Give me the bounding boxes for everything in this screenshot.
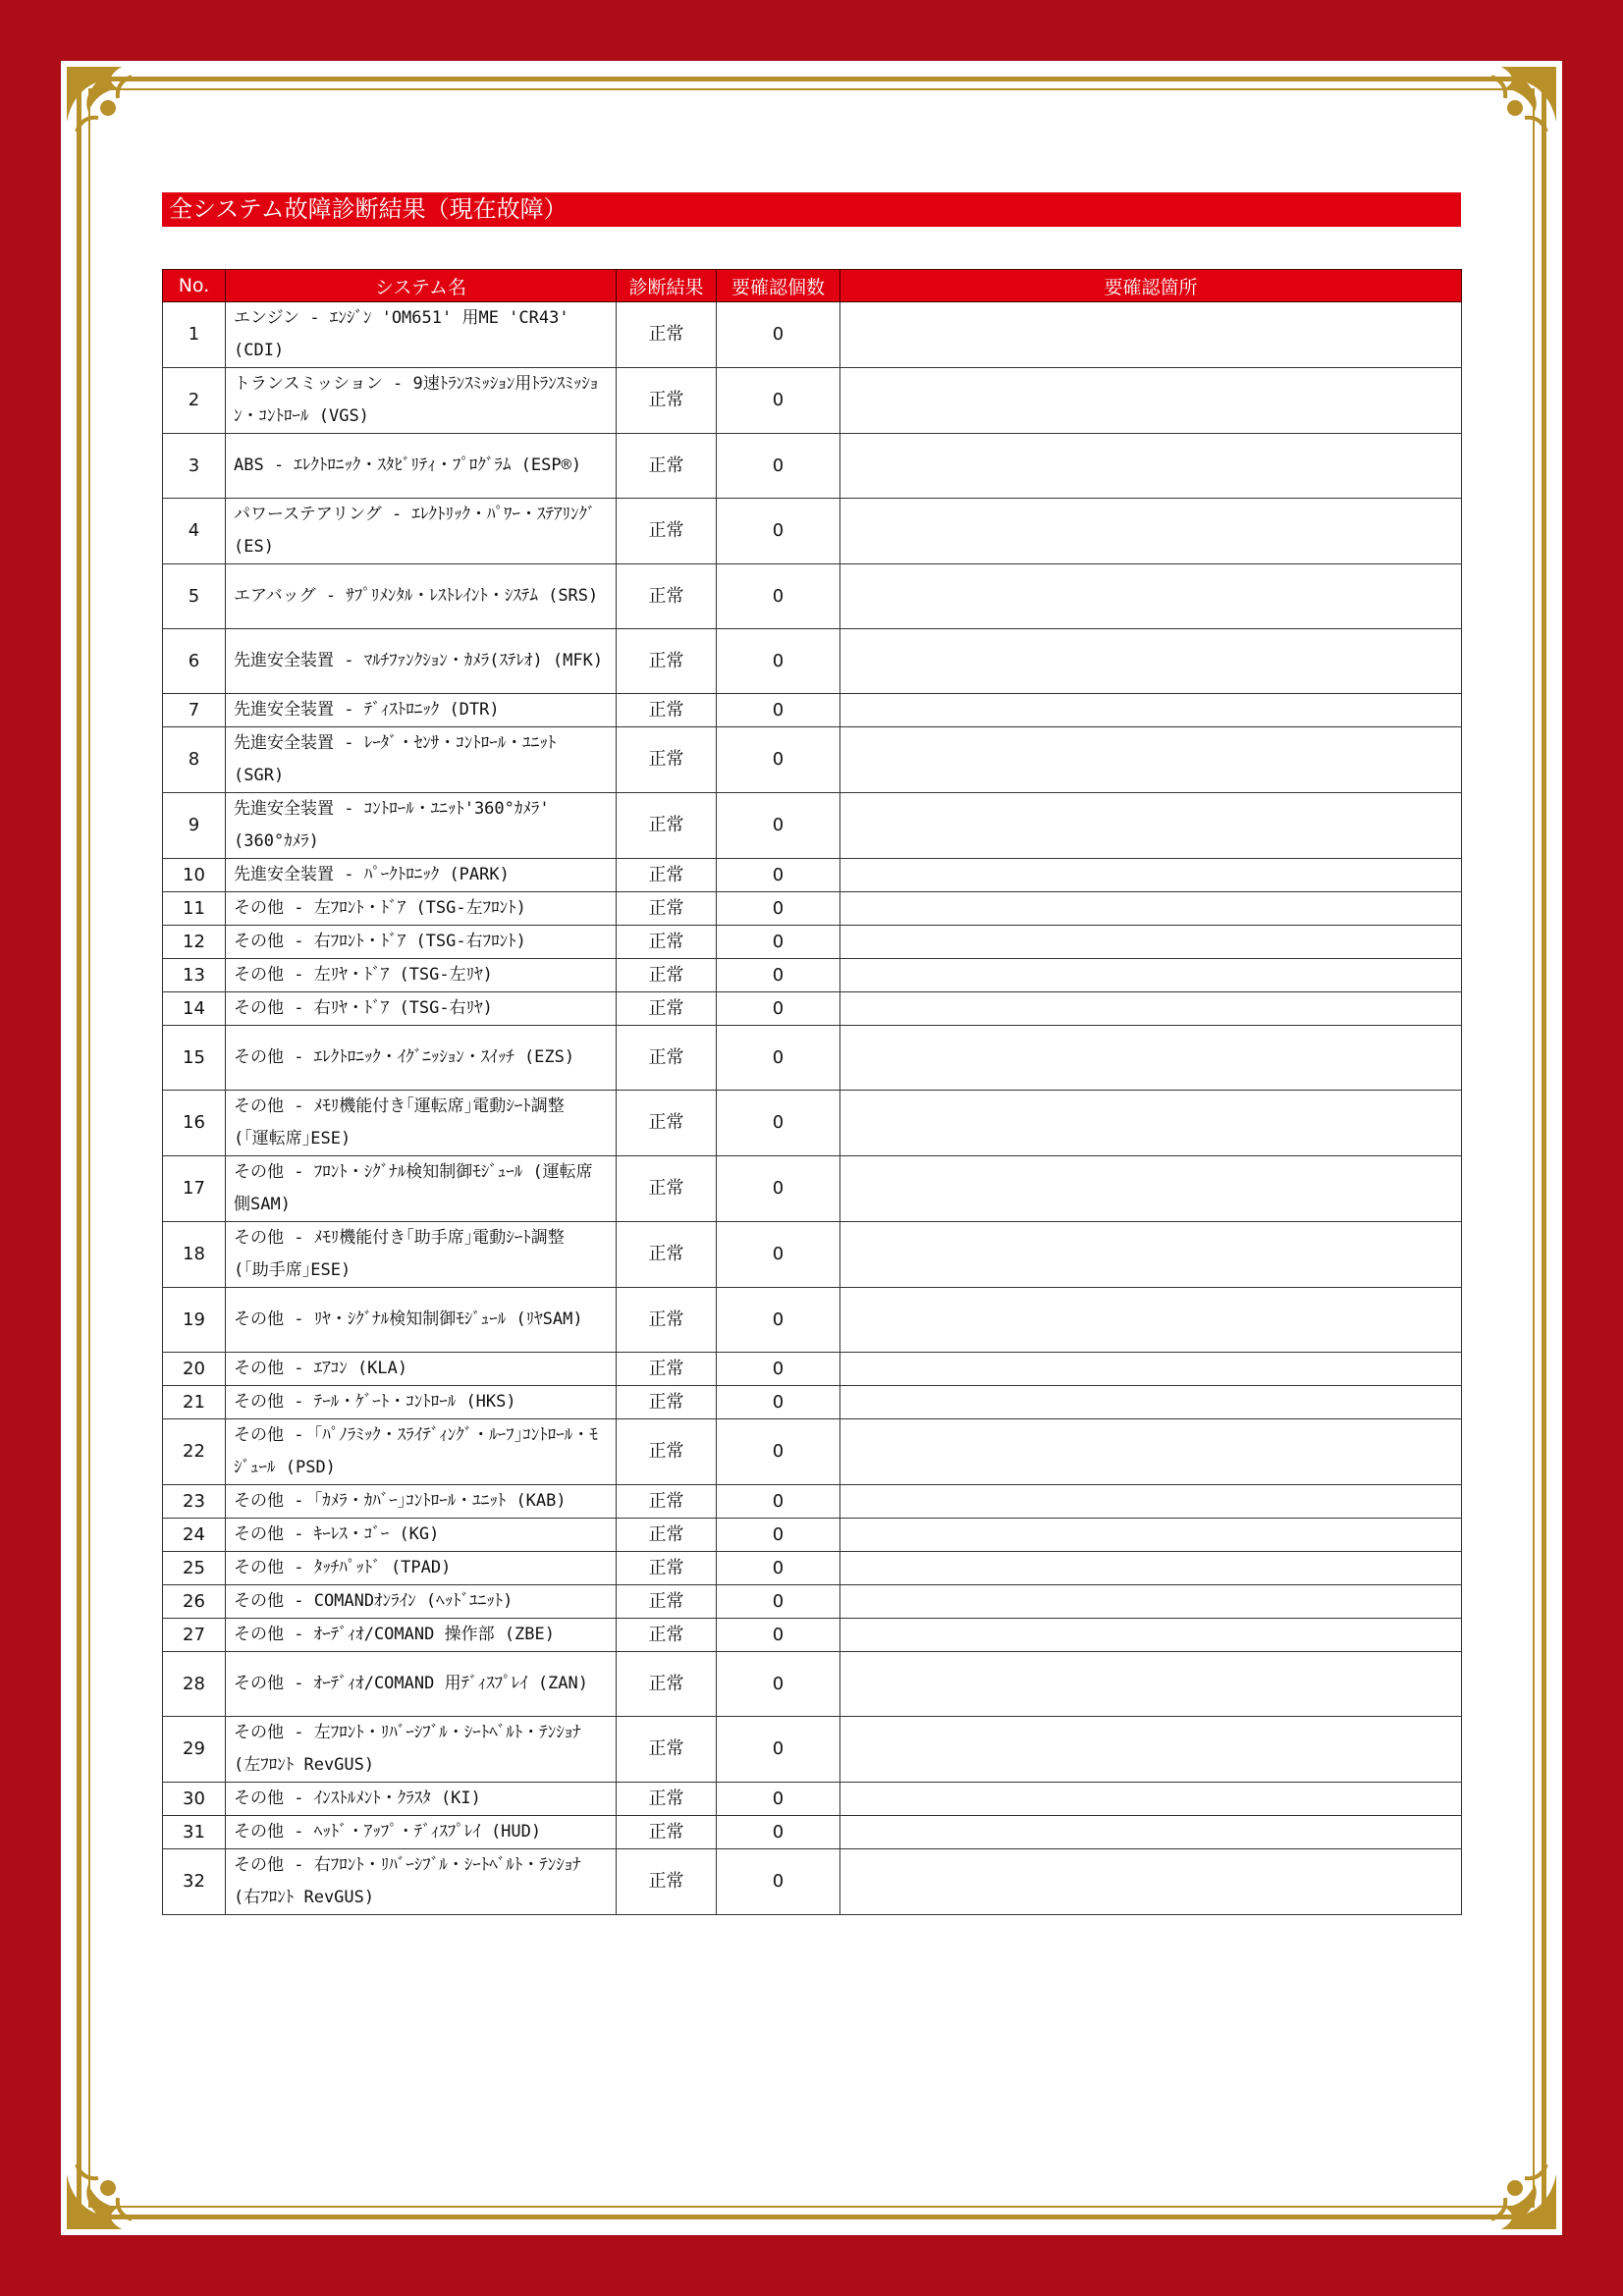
system-name: その他 - 右ﾌﾛﾝﾄ・ﾘﾊﾞｰｼﾌﾞﾙ・ｼｰﾄﾍﾞﾙﾄ・ﾃﾝｼｮﾅ (右ﾌﾛﾝﾄ RevGUS) xyxy=(226,1849,617,1915)
table-row xyxy=(163,434,1462,499)
check-count: 0 xyxy=(717,1783,840,1816)
check-location xyxy=(840,434,1462,499)
diagnosis-result: 正常 xyxy=(617,368,717,434)
table-row xyxy=(163,1288,1462,1353)
row-number: 21 xyxy=(163,1386,226,1419)
check-location xyxy=(840,1717,1462,1783)
table-row xyxy=(163,1485,1462,1519)
check-count: 0 xyxy=(717,1849,840,1915)
check-count: 0 xyxy=(717,1156,840,1222)
check-location xyxy=(840,892,1462,926)
check-location xyxy=(840,564,1462,629)
check-count: 0 xyxy=(717,1091,840,1156)
row-number: 27 xyxy=(163,1619,226,1652)
system-name: 先進安全装置 - ﾊﾟｰｸﾄﾛﾆｯｸ (PARK) xyxy=(226,859,617,892)
table-row xyxy=(163,1585,1462,1619)
row-number: 20 xyxy=(163,1353,226,1386)
table-row xyxy=(163,1353,1462,1386)
system-name: その他 - ｵｰﾃﾞｨｵ/COMAND 用ﾃﾞｨｽﾌﾟﾚｲ (ZAN) xyxy=(226,1652,617,1717)
diagnosis-result: 正常 xyxy=(617,1585,717,1619)
diagnosis-result: 正常 xyxy=(617,1619,717,1652)
check-location xyxy=(840,1485,1462,1519)
diagnosis-result: 正常 xyxy=(617,892,717,926)
check-location xyxy=(840,1783,1462,1816)
diagnosis-result: 正常 xyxy=(617,1816,717,1849)
check-count: 0 xyxy=(717,1619,840,1652)
check-location xyxy=(840,727,1462,793)
check-count: 0 xyxy=(717,926,840,959)
check-count: 0 xyxy=(717,892,840,926)
row-number: 1 xyxy=(163,302,226,368)
diagnosis-result: 正常 xyxy=(617,992,717,1026)
table-row xyxy=(163,859,1462,892)
diagnosis-result: 正常 xyxy=(617,793,717,859)
row-number: 24 xyxy=(163,1519,226,1552)
diagnosis-result: 正常 xyxy=(617,1091,717,1156)
row-number: 25 xyxy=(163,1552,226,1585)
row-number: 29 xyxy=(163,1717,226,1783)
header-no: No. xyxy=(163,270,226,302)
check-location xyxy=(840,499,1462,564)
header-count: 要確認個数 xyxy=(717,270,840,302)
table-row xyxy=(163,1816,1462,1849)
system-name: 先進安全装置 - ﾏﾙﾁﾌｧﾝｸｼｮﾝ・ｶﾒﾗ(ｽﾃﾚｵ) (MFK) xyxy=(226,629,617,694)
table-row xyxy=(163,1026,1462,1091)
system-name: 先進安全装置 - ｺﾝﾄﾛｰﾙ・ﾕﾆｯﾄ'360°ｶﾒﾗ' (360°ｶﾒﾗ) xyxy=(226,793,617,859)
table-row xyxy=(163,1386,1462,1419)
check-count: 0 xyxy=(717,1026,840,1091)
diagnosis-result: 正常 xyxy=(617,434,717,499)
check-location xyxy=(840,302,1462,368)
table-row xyxy=(163,1619,1462,1652)
system-name: その他 - ｵｰﾃﾞｨｵ/COMAND 操作部 (ZBE) xyxy=(226,1619,617,1652)
system-name: その他 - ﾒﾓﾘ機能付き｢助手席｣電動ｼｰﾄ調整 (｢助手席｣ESE) xyxy=(226,1222,617,1288)
diagnosis-result: 正常 xyxy=(617,1485,717,1519)
system-name: その他 - 左ﾌﾛﾝﾄ・ﾘﾊﾞｰｼﾌﾞﾙ・ｼｰﾄﾍﾞﾙﾄ・ﾃﾝｼｮﾅ (左ﾌﾛﾝﾄ RevGUS) xyxy=(226,1717,617,1783)
row-number: 23 xyxy=(163,1485,226,1519)
row-number: 2 xyxy=(163,368,226,434)
table-header-row xyxy=(163,270,1462,302)
row-number: 22 xyxy=(163,1419,226,1485)
system-name: 先進安全装置 - ﾚｰﾀﾞ・ｾﾝｻ・ｺﾝﾄﾛｰﾙ・ﾕﾆｯﾄ (SGR) xyxy=(226,727,617,793)
diagnosis-result: 正常 xyxy=(617,1353,717,1386)
diagnosis-result: 正常 xyxy=(617,629,717,694)
check-location xyxy=(840,859,1462,892)
row-number: 10 xyxy=(163,859,226,892)
check-count: 0 xyxy=(717,1816,840,1849)
system-name: エアバッグ - ｻﾌﾟﾘﾒﾝﾀﾙ・ﾚｽﾄﾚｲﾝﾄ・ｼｽﾃﾑ (SRS) xyxy=(226,564,617,629)
check-location xyxy=(840,1386,1462,1419)
diagnosis-table xyxy=(162,269,1462,1915)
check-count: 0 xyxy=(717,1552,840,1585)
table-row xyxy=(163,368,1462,434)
table-row xyxy=(163,1552,1462,1585)
diagnosis-result: 正常 xyxy=(617,926,717,959)
row-number: 16 xyxy=(163,1091,226,1156)
table-row xyxy=(163,793,1462,859)
row-number: 32 xyxy=(163,1849,226,1915)
table-row xyxy=(163,564,1462,629)
table-row xyxy=(163,727,1462,793)
row-number: 5 xyxy=(163,564,226,629)
table-row xyxy=(163,992,1462,1026)
check-count: 0 xyxy=(717,434,840,499)
check-count: 0 xyxy=(717,1519,840,1552)
row-number: 12 xyxy=(163,926,226,959)
row-number: 4 xyxy=(163,499,226,564)
check-location xyxy=(840,1156,1462,1222)
diagnosis-result: 正常 xyxy=(617,1222,717,1288)
diagnosis-result: 正常 xyxy=(617,727,717,793)
system-name: その他 - ﾌﾛﾝﾄ・ｼｸﾞﾅﾙ検知制御ﾓｼﾞｭｰﾙ (運転席側SAM) xyxy=(226,1156,617,1222)
corner-ornament-icon xyxy=(63,2139,157,2233)
check-count: 0 xyxy=(717,727,840,793)
system-name: その他 - 左ﾘﾔ・ﾄﾞｱ (TSG-左ﾘﾔ) xyxy=(226,959,617,992)
check-count: 0 xyxy=(717,368,840,434)
check-count: 0 xyxy=(717,959,840,992)
header-system-name: システム名 xyxy=(226,270,617,302)
check-count: 0 xyxy=(717,1419,840,1485)
table-row xyxy=(163,1091,1462,1156)
system-name: その他 - ﾘﾔ・ｼｸﾞﾅﾙ検知制御ﾓｼﾞｭｰﾙ (ﾘﾔSAM) xyxy=(226,1288,617,1353)
diagnosis-result: 正常 xyxy=(617,694,717,727)
check-count: 0 xyxy=(717,1386,840,1419)
system-name: その他 - COMANDｵﾝﾗｲﾝ (ﾍｯﾄﾞﾕﾆｯﾄ) xyxy=(226,1585,617,1619)
system-name: その他 - ｲﾝｽﾄﾙﾒﾝﾄ・ｸﾗｽﾀ (KI) xyxy=(226,1783,617,1816)
system-name: その他 - ｴﾚｸﾄﾛﾆｯｸ・ｲｸﾞﾆｯｼｮﾝ・ｽｲｯﾁ (EZS) xyxy=(226,1026,617,1091)
row-number: 14 xyxy=(163,992,226,1026)
check-location xyxy=(840,992,1462,1026)
diagnosis-result: 正常 xyxy=(617,1652,717,1717)
check-count: 0 xyxy=(717,694,840,727)
table-row xyxy=(163,1783,1462,1816)
diagnosis-result: 正常 xyxy=(617,1419,717,1485)
row-number: 15 xyxy=(163,1026,226,1091)
check-location xyxy=(840,1519,1462,1552)
check-count: 0 xyxy=(717,629,840,694)
system-name: その他 - ﾍｯﾄﾞ・ｱｯﾌﾟ・ﾃﾞｨｽﾌﾟﾚｲ (HUD) xyxy=(226,1816,617,1849)
system-name: エンジン - ｴﾝｼﾞﾝ 'OM651' 用ME 'CR43' (CDI) xyxy=(226,302,617,368)
check-count: 0 xyxy=(717,793,840,859)
check-location xyxy=(840,1585,1462,1619)
check-count: 0 xyxy=(717,1585,840,1619)
system-name: その他 - ﾃｰﾙ・ｹﾞｰﾄ・ｺﾝﾄﾛｰﾙ (HKS) xyxy=(226,1386,617,1419)
system-name: その他 - ｴｱｺﾝ (KLA) xyxy=(226,1353,617,1386)
header-result: 診断結果 xyxy=(617,270,717,302)
check-location xyxy=(840,1288,1462,1353)
table-row xyxy=(163,926,1462,959)
check-location xyxy=(840,1816,1462,1849)
check-count: 0 xyxy=(717,1652,840,1717)
diagnosis-result: 正常 xyxy=(617,1519,717,1552)
check-location xyxy=(840,1091,1462,1156)
system-name: パワーステアリング - ｴﾚｸﾄﾘｯｸ・ﾊﾟﾜｰ・ｽﾃｱﾘﾝｸﾞ (ES) xyxy=(226,499,617,564)
row-number: 28 xyxy=(163,1652,226,1717)
check-location xyxy=(840,1026,1462,1091)
diagnosis-result: 正常 xyxy=(617,1783,717,1816)
check-location xyxy=(840,368,1462,434)
diagnosis-result: 正常 xyxy=(617,1849,717,1915)
row-number: 11 xyxy=(163,892,226,926)
system-name: その他 - 右ﾘﾔ・ﾄﾞｱ (TSG-右ﾘﾔ) xyxy=(226,992,617,1026)
diagnosis-result: 正常 xyxy=(617,1156,717,1222)
row-number: 9 xyxy=(163,793,226,859)
diagnosis-result: 正常 xyxy=(617,1552,717,1585)
row-number: 6 xyxy=(163,629,226,694)
check-location xyxy=(840,793,1462,859)
check-location xyxy=(840,926,1462,959)
diagnosis-result: 正常 xyxy=(617,959,717,992)
check-count: 0 xyxy=(717,302,840,368)
table-row xyxy=(163,892,1462,926)
system-name: その他 - ﾒﾓﾘ機能付き｢運転席｣電動ｼｰﾄ調整 (｢運転席｣ESE) xyxy=(226,1091,617,1156)
table-body xyxy=(163,302,1462,1915)
table-row xyxy=(163,1519,1462,1552)
table-row xyxy=(163,1849,1462,1915)
system-name: その他 - 左ﾌﾛﾝﾄ・ﾄﾞｱ (TSG-左ﾌﾛﾝﾄ) xyxy=(226,892,617,926)
diagnosis-result: 正常 xyxy=(617,302,717,368)
system-name: ABS - ｴﾚｸﾄﾛﾆｯｸ・ｽﾀﾋﾞﾘﾃｨ・ﾌﾟﾛｸﾞﾗﾑ (ESP®) xyxy=(226,434,617,499)
row-number: 17 xyxy=(163,1156,226,1222)
system-name: 先進安全装置 - ﾃﾞｨｽﾄﾛﾆｯｸ (DTR) xyxy=(226,694,617,727)
row-number: 3 xyxy=(163,434,226,499)
table-row xyxy=(163,1652,1462,1717)
diagnosis-result: 正常 xyxy=(617,1717,717,1783)
system-name: その他 - ｢ﾊﾟﾉﾗﾐｯｸ・ｽﾗｲﾃﾞｨﾝｸﾞ・ﾙｰﾌ｣ｺﾝﾄﾛｰﾙ・ﾓｼﾞｭｰﾙ (PSD) xyxy=(226,1419,617,1485)
table-row xyxy=(163,302,1462,368)
check-count: 0 xyxy=(717,1485,840,1519)
row-number: 13 xyxy=(163,959,226,992)
check-count: 0 xyxy=(717,564,840,629)
check-location xyxy=(840,1849,1462,1915)
diagnosis-result: 正常 xyxy=(617,1026,717,1091)
table-row xyxy=(163,629,1462,694)
check-location xyxy=(840,694,1462,727)
row-number: 18 xyxy=(163,1222,226,1288)
check-location xyxy=(840,1619,1462,1652)
table-row xyxy=(163,1419,1462,1485)
table-row xyxy=(163,959,1462,992)
diagnosis-result: 正常 xyxy=(617,1386,717,1419)
table-row xyxy=(163,499,1462,564)
table-row xyxy=(163,1717,1462,1783)
row-number: 30 xyxy=(163,1783,226,1816)
corner-ornament-icon xyxy=(63,63,157,157)
header-location: 要確認箇所 xyxy=(840,270,1462,302)
report-page xyxy=(61,61,1562,2235)
row-number: 7 xyxy=(163,694,226,727)
table-row xyxy=(163,1156,1462,1222)
check-location xyxy=(840,1353,1462,1386)
check-location xyxy=(840,959,1462,992)
diagnosis-result: 正常 xyxy=(617,564,717,629)
system-name: その他 - ｷｰﾚｽ・ｺﾞｰ (KG) xyxy=(226,1519,617,1552)
check-location xyxy=(840,1652,1462,1717)
check-count: 0 xyxy=(717,1717,840,1783)
system-name: その他 - ﾀｯﾁﾊﾟｯﾄﾞ (TPAD) xyxy=(226,1552,617,1585)
table-row xyxy=(163,1222,1462,1288)
corner-ornament-icon xyxy=(1466,63,1560,157)
corner-ornament-icon xyxy=(1466,2139,1560,2233)
check-count: 0 xyxy=(717,1288,840,1353)
diagnosis-result: 正常 xyxy=(617,499,717,564)
diagnosis-result: 正常 xyxy=(617,1288,717,1353)
system-name: トランスミッション - 9速ﾄﾗﾝｽﾐｯｼｮﾝ用ﾄﾗﾝｽﾐｯｼｮﾝ・ｺﾝﾄﾛｰﾙ (VGS) xyxy=(226,368,617,434)
check-count: 0 xyxy=(717,992,840,1026)
row-number: 19 xyxy=(163,1288,226,1353)
diagnosis-result: 正常 xyxy=(617,859,717,892)
row-number: 31 xyxy=(163,1816,226,1849)
check-count: 0 xyxy=(717,859,840,892)
table-row xyxy=(163,694,1462,727)
system-name: その他 - 右ﾌﾛﾝﾄ・ﾄﾞｱ (TSG-右ﾌﾛﾝﾄ) xyxy=(226,926,617,959)
system-name: その他 - ｢ｶﾒﾗ・ｶﾊﾞｰ｣ｺﾝﾄﾛｰﾙ・ﾕﾆｯﾄ (KAB) xyxy=(226,1485,617,1519)
check-count: 0 xyxy=(717,1222,840,1288)
row-number: 8 xyxy=(163,727,226,793)
check-location xyxy=(840,1222,1462,1288)
check-count: 0 xyxy=(717,499,840,564)
report-title: 全システム故障診断結果（現在故障） xyxy=(162,192,1461,227)
check-location xyxy=(840,629,1462,694)
check-location xyxy=(840,1552,1462,1585)
check-count: 0 xyxy=(717,1353,840,1386)
check-location xyxy=(840,1419,1462,1485)
row-number: 26 xyxy=(163,1585,226,1619)
